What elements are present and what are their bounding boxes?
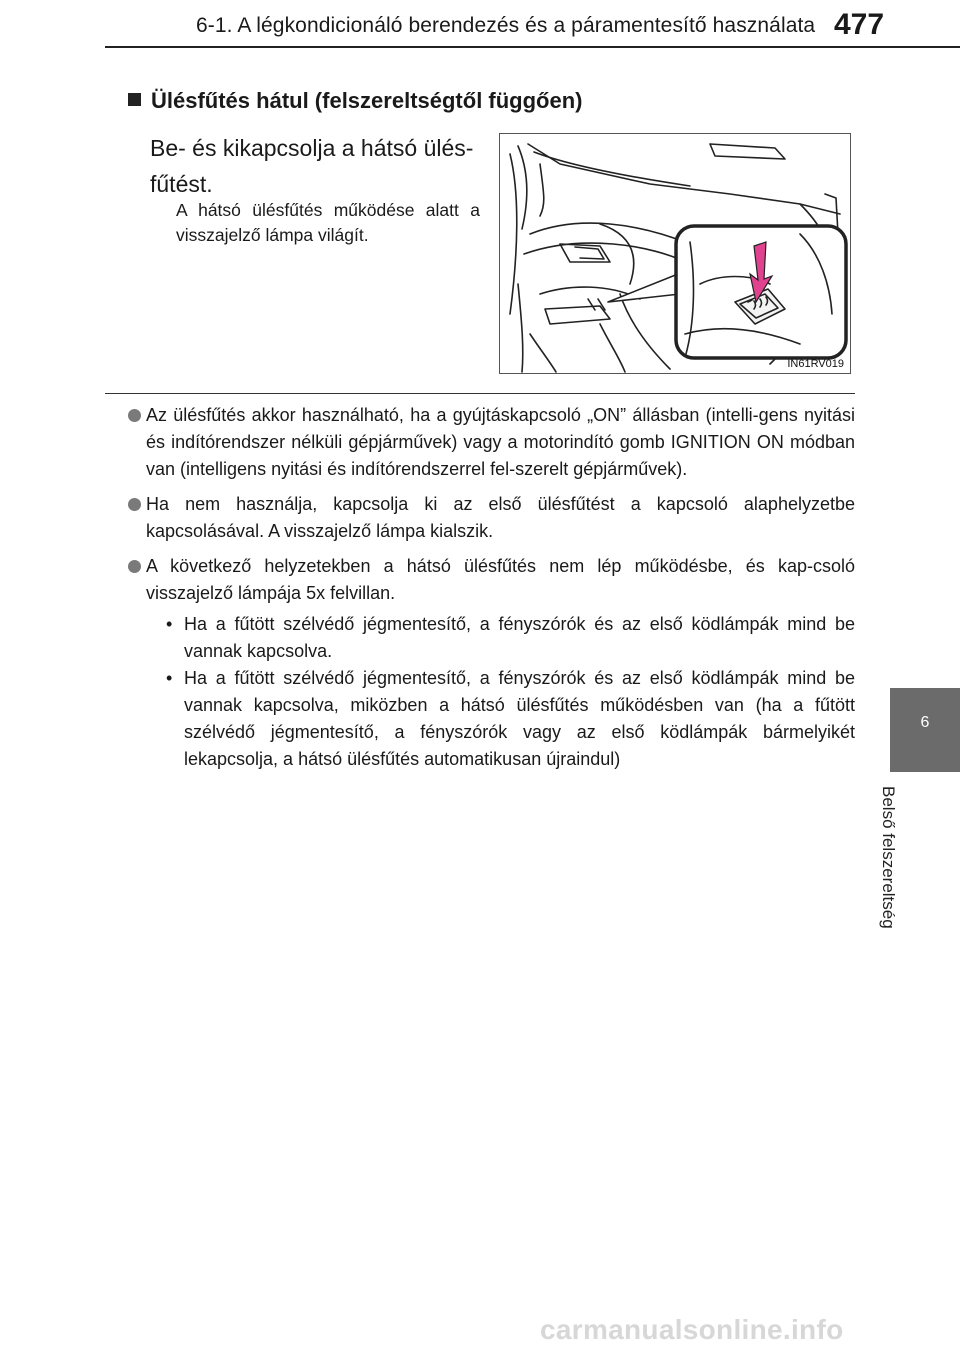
info-bullet (128, 491, 855, 545)
bullet-text: Az ülésfűtés akkor használható, ha a gyújtáskapcsoló „ON” állásban (intelli-gens nyitási és indítórendszer nélküli gépjárművek) vagy a motorindító gomb IGNITION ON módban van (intelligens nyitási és indítórendszerrel fel-szerelt gépjárművek). (146, 405, 855, 479)
chapter-label (878, 786, 922, 976)
sub-bullet-text: Ha a fűtött szélvédő jégmentesítő, a fényszórók és az első ködlámpák mind be vannak kapcsolva, miközben a hátsó ülésfűtés működésben van (ha a fűtött szélvédő jégmentesítő, a fényszórók vagy az első ködlámpák bármelyikét lekapcsolja, a hátsó ülésfűtés automatikusan újraindul) (184, 668, 855, 769)
lead-text: Be- és kikapcsolja a hátsó ülés-fűtést. (150, 135, 474, 197)
bullet-text: A következő helyzetekben a hátsó ülésfűtés nem lép működésbe, és kap-csoló visszajelző lámpája 5x felvillan. (146, 556, 855, 603)
header-rule (105, 46, 960, 48)
sub-bullet (166, 665, 855, 773)
page-number: 477 (834, 8, 885, 41)
chapter-label-text: Belső felszereltség (879, 786, 898, 929)
info-bullet (128, 402, 855, 483)
section-heading (128, 88, 583, 114)
watermark: carmanualsonline.info (540, 1314, 844, 1345)
info-bullet-list (128, 402, 855, 781)
figure-code: IN61RV019 (787, 358, 844, 370)
sub-bullet (166, 611, 855, 665)
bullet-dot-icon (128, 498, 141, 511)
sub-bullet-mark: • (166, 668, 173, 688)
chapter-tab[interactable] (890, 688, 960, 772)
sub-bullet-text: Ha a fűtött szélvédő jégmentesítő, a fényszórók és az első ködlámpák mind be vannak kapcsolva. (184, 614, 855, 661)
chapter-number: 6 (920, 714, 930, 731)
indicator-note: A hátsó ülésfűtés működése alatt a visszajelző lámpa világít. (176, 200, 480, 245)
heading-square-icon (128, 93, 141, 106)
info-bullet (128, 553, 855, 773)
section-divider (105, 393, 855, 394)
door-panel-illustration (500, 134, 850, 373)
sub-bullet-mark: • (166, 614, 173, 634)
bullet-dot-icon (128, 560, 141, 573)
bullet-dot-icon (128, 409, 141, 422)
header-title: 6-1. A légkondicionáló berendezés és a páramentesítő használata (196, 14, 816, 37)
sub-bullet-list (146, 611, 855, 773)
bullet-text: Ha nem használja, kapcsolja ki az első ülésfűtést a kapcsoló alaphelyzetbe kapcsolásával. A visszajelző lámpa kialszik. (146, 494, 855, 541)
section-heading-text: Ülésfűtés hátul (felszereltségtől függően) (151, 88, 583, 113)
rear-seat-heater-figure (499, 133, 851, 374)
